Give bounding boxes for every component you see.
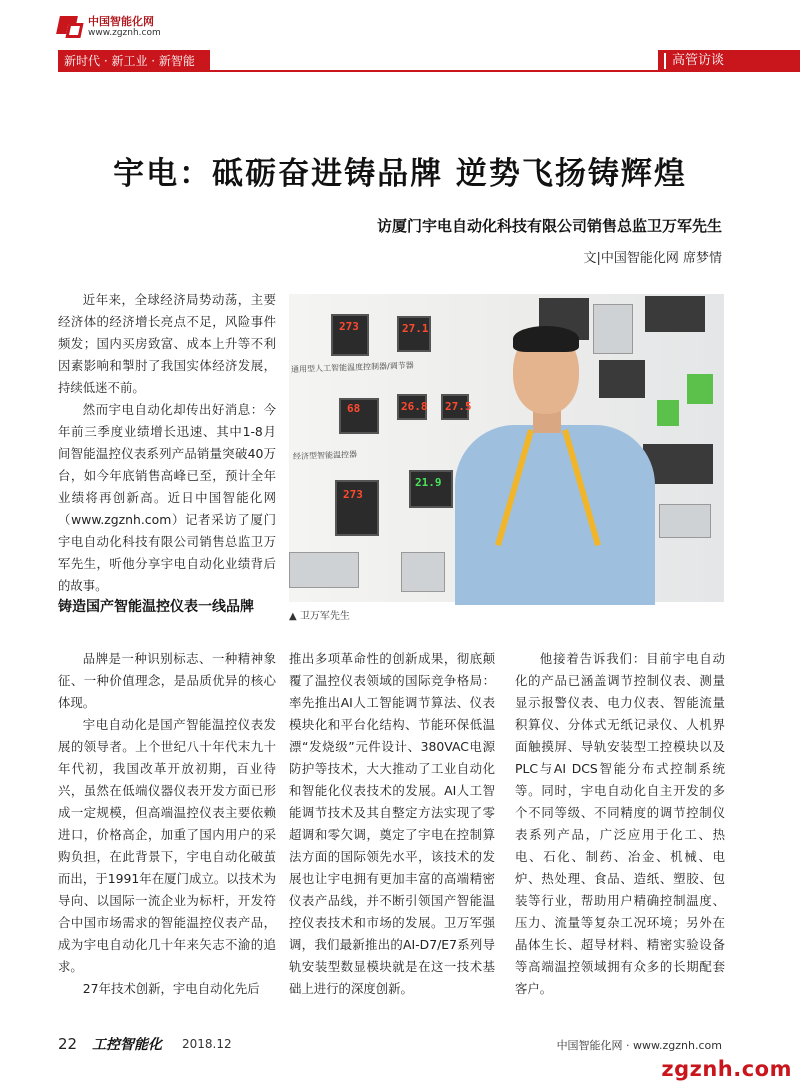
column-1	[58, 648, 276, 1000]
touch-screen	[599, 360, 645, 398]
controller-panel: 26.8	[397, 394, 427, 420]
site-logo[interactable]	[58, 14, 161, 40]
device-box	[593, 304, 633, 354]
body-paragraph: 他接着告诉我们：目前宇电自动化的产品已涵盖调节控制仪表、测量显示报警仪表、电力仪表、智能流量积算仪、分体式无纸记录仪、人机界面触摸屏、导轨安装型工控模块以及PLC与AI DCS智能分布式控制系统等。同时，宇电自动化自主开发的多个不同等级、不同精度的调节控制仪表系列产品，广泛应用于化工、热电、石化、制药、冶金、机械、电炉、热处理、食品、造纸、塑胶、包装等行业，帮助用户精确控制温度、压力、流量等复杂工况环境；另外在晶体生长、超导材料、精密实验设备等高端温控领域拥有众多的长期配套客户。	[515, 651, 725, 996]
logo-name: 中国智能化网	[88, 15, 154, 28]
body-paragraph: 宇电自动化是国产智能温控仪表发展的领导者。上个世纪八十年代末九十年代初，我国改革开放初期，百业待兴，虽然在低端仪器仪表开发方面已形成一定规模，但高端温控仪表主要依赖进口，价格高企，加重了国内用户的采购负担，在此背景下，宇电自动化破茧而出，于1991年在厦门成立。以技术为导向、以国际一流企业为标杆，开发符合中国市场需求的智能温控仪表产品，成为宇电自动化几十年来矢志不渝的追求。	[58, 717, 276, 974]
person-hair	[513, 326, 579, 352]
watermark: zgznh.com	[661, 1057, 792, 1081]
person-shirt	[455, 425, 655, 605]
device-box	[659, 504, 711, 538]
issue-date: 2018.12	[182, 1037, 232, 1051]
column-separator	[664, 53, 666, 69]
intro-text	[58, 289, 276, 597]
column-label-text: 高管访谈	[672, 53, 725, 68]
section-heading: 铸造国产智能温控仪表一线品牌	[58, 599, 254, 615]
logo-icon	[58, 14, 84, 40]
intro-paragraph: 近年来，全球经济局势动荡，主要经济体的经济增长亮点不足，风险事件频发；国内买房致富、成本上升等不利因素影响和掣肘了我国实体经济发展，持续低迷不前。	[58, 292, 276, 395]
photo-caption: ▲ 卫万军先生	[289, 611, 350, 622]
controller-panel: 21.9	[409, 470, 453, 508]
controller-panel: 273	[331, 314, 369, 356]
body-paragraph: 27年技术创新，宇电自动化先后	[82, 981, 260, 996]
wall-label: 通用型人工智能温度控制器/调节器	[290, 360, 414, 375]
magazine-name: 工控智能化	[92, 1037, 162, 1053]
article-subtitle: 访厦门宇电自动化科技有限公司销售总监卫万军先生	[376, 217, 722, 235]
column-2	[289, 648, 495, 1000]
column-3	[515, 648, 725, 1000]
page-number: 22	[58, 1035, 78, 1053]
controller-panel: 273	[335, 480, 379, 536]
column-label	[658, 50, 800, 72]
wall-label: 经济型智能温控器	[292, 449, 358, 462]
controller-panel: 27.1	[397, 316, 431, 352]
din-module	[657, 400, 679, 426]
article-byline: 文|中国智能化网 席梦情	[583, 251, 722, 266]
controller-panel: 68	[339, 398, 379, 434]
din-module	[687, 374, 713, 404]
slogan-banner: 新时代 · 新工业 · 新智能	[58, 50, 210, 72]
logo-url: www.zgznh.com	[88, 28, 161, 38]
article-title: 宇电：砥砺奋进铸品牌 逆势飞扬铸辉煌	[113, 156, 687, 192]
intro-paragraph: 然而宇电自动化却传出好消息：今年前三季度业绩增长迅速、其中1-8月间智能温控仪表系列产品销量突破40万台，如今年底销售高峰已至，预计全年业绩将再创新高。近日中国智能化网（www.zgznh.com）记者采访了厦门宇电自动化科技有限公司销售总监卫万军先生，听他分享宇电自动化业绩背后的故事。	[58, 402, 276, 593]
recorder-device	[645, 296, 705, 332]
body-paragraph: 推出多项革命性的创新成果，彻底颠覆了温控仪表领域的国际竞争格局：率先推出AI人工智能调节算法、仪表模块化和平台化结构、节能环保低温漂“发烧级”元件设计、380VAC电源防护等技术，大大推动了工业自动化和智能化仪表技术的发展。AI人工智能调节技术及其自整定方法实现了零超调和零欠调，奠定了宇电在控制算法方面的国际领先水平，该技术的发展也让宇电拥有更加丰富的高端精密仪表产品线，并不断引领国产智能温控仪表技术和市场的发展。卫万军强调，我们最新推出的AI-D7/E7系列导轨安装型数显模块就是在这一技术基础上进行的深度创新。	[289, 651, 495, 996]
footer-site[interactable]: 中国智能化网 · www.zgznh.com	[556, 1039, 722, 1052]
device-box	[401, 552, 445, 592]
device-box	[289, 552, 359, 588]
body-paragraph: 品牌是一种识别标志、一种精神象征、一种价值理念，是品质优异的核心体现。	[58, 651, 276, 710]
controller-panel: 27.5	[441, 394, 469, 420]
